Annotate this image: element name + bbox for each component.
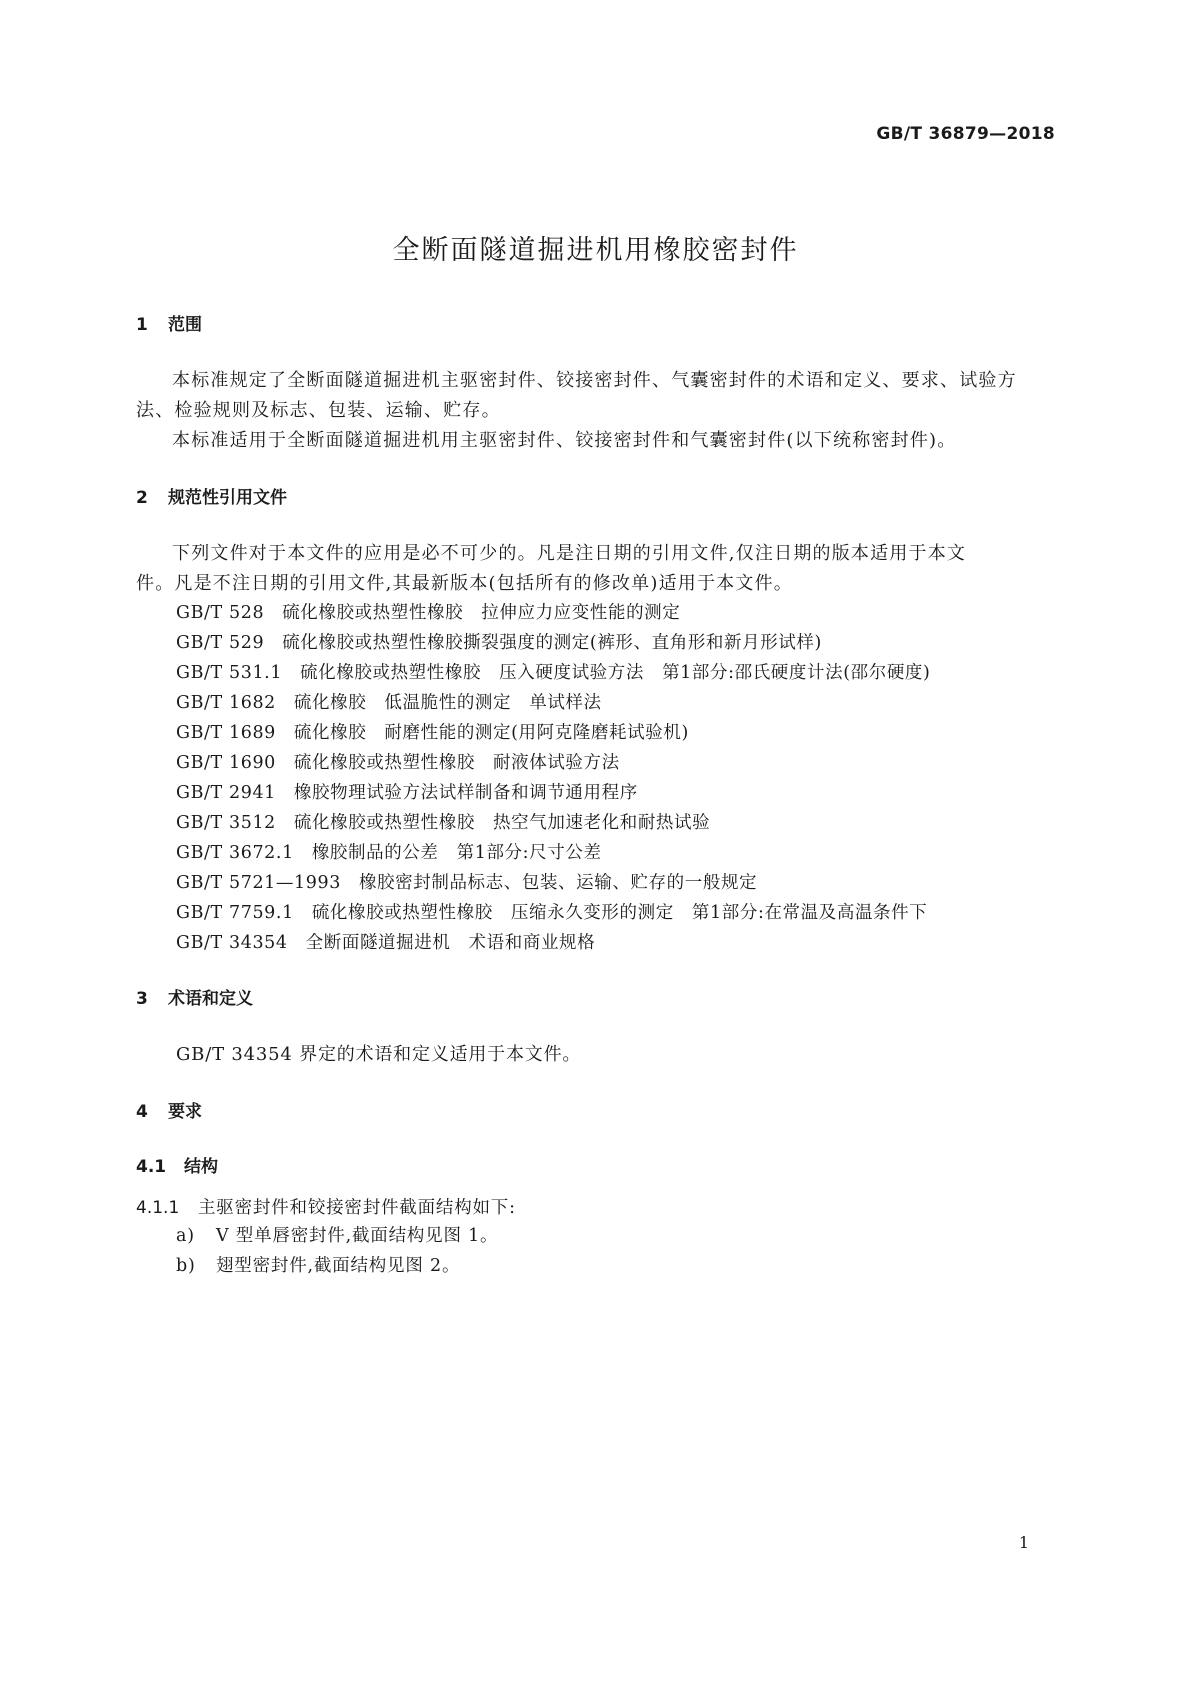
reference-code: GB/T 2941: [176, 783, 276, 803]
reference-item: [176, 899, 927, 924]
section-title: 术语和定义: [168, 989, 253, 1009]
list-item: [176, 1252, 460, 1277]
reference-title: 橡胶制品的公差 第1部分:尺寸公差: [311, 843, 602, 863]
section-1-heading: [136, 310, 202, 335]
paragraph-line: 本标准适用于全断面隧道掘进机用主驱密封件、铰接密封件和气囊密封件(以下统称密封件)。: [172, 430, 957, 451]
reference-title: 橡胶密封制品标志、包装、运输、贮存的一般规定: [358, 873, 758, 893]
reference-item: [176, 839, 602, 864]
section-title: 要求: [168, 1102, 202, 1122]
page-number: 1: [1018, 1533, 1029, 1552]
section-number: 1: [136, 315, 148, 335]
section-number: 4: [136, 1102, 148, 1122]
reference-title: 橡胶物理试验方法试样制备和调节通用程序: [293, 783, 638, 803]
reference-title: 硫化橡胶 耐磨性能的测定(用阿克隆磨耗试验机): [293, 723, 689, 743]
reference-code: GB/T 531.1: [176, 663, 283, 683]
reference-code: GB/T 34354: [176, 933, 288, 953]
reference-title: 硫化橡胶或热塑性橡胶 耐液体试验方法: [293, 753, 620, 773]
reference-item: [176, 719, 689, 744]
subsection-title: 结构: [184, 1157, 218, 1177]
list-item: [176, 1222, 498, 1247]
reference-code: GB/T 7759.1: [176, 903, 294, 923]
document-title: 全断面隧道掘进机用橡胶密封件: [392, 235, 799, 266]
reference-title: 硫化橡胶 低温脆性的测定 单试样法: [293, 693, 602, 713]
reference-code: GB/T 5721—1993: [176, 873, 341, 893]
reference-item: [176, 779, 638, 804]
reference-title: 硫化橡胶或热塑性橡胶撕裂强度的测定(裤形、直角形和新月形试样): [282, 633, 822, 653]
reference-title: 硫化橡胶或热塑性橡胶 压入硬度试验方法 第1部分:邵氏硬度计法(邵尔硬度): [300, 663, 931, 683]
reference-code: GB/T 3672.1: [176, 843, 294, 863]
list-item-text: 翅型密封件,截面结构见图 2。: [216, 1256, 461, 1276]
paragraph-line: 法、检验规则及标志、包装、运输、贮存。: [136, 400, 501, 421]
section-3-heading: [136, 984, 253, 1009]
reference-item: [176, 929, 595, 954]
list-item-label: a): [176, 1226, 195, 1246]
reference-code: GB/T 3512: [176, 813, 276, 833]
reference-code: GB/T 528: [176, 603, 265, 623]
clause-text: 主驱密封件和铰接密封件截面结构如下:: [198, 1198, 516, 1218]
reference-item: [176, 809, 710, 834]
paragraph-line: 本标准规定了全断面隧道掘进机主驱密封件、铰接密封件、气囊密封件的术语和定义、要求、试验方: [172, 370, 1017, 391]
reference-code: GB/T 529: [176, 633, 265, 653]
subsection-number: 4.1: [136, 1157, 167, 1177]
reference-item: [176, 629, 822, 654]
reference-item: [176, 659, 930, 684]
section-2-heading: [136, 483, 287, 508]
section-4-heading: [136, 1097, 202, 1122]
clause-4-1-1: [136, 1194, 516, 1219]
paragraph-line: 件。凡是不注日期的引用文件,其最新版本(包括所有的修改单)适用于本文件。: [136, 573, 793, 594]
reference-code: GB/T 1682: [176, 693, 276, 713]
subsection-4-1-heading: [136, 1152, 218, 1177]
paragraph-line: GB/T 34354 界定的术语和定义适用于本文件。: [176, 1044, 582, 1065]
section-number: 2: [136, 488, 148, 508]
reference-item: [176, 869, 757, 894]
reference-title: 硫化橡胶或热塑性橡胶 拉伸应力应变性能的测定: [282, 603, 681, 623]
list-item-label: b): [176, 1256, 196, 1276]
reference-code: GB/T 1690: [176, 753, 276, 773]
section-number: 3: [136, 989, 148, 1009]
reference-title: 硫化橡胶或热塑性橡胶 热空气加速老化和耐热试验: [293, 813, 711, 833]
clause-number: 4.1.1: [136, 1198, 180, 1218]
standard-number: GB/T 36879—2018: [876, 124, 1055, 144]
reference-item: [176, 599, 680, 624]
reference-title: 全断面隧道掘进机 术语和商业规格: [305, 933, 596, 953]
reference-title: 硫化橡胶或热塑性橡胶 压缩永久变形的测定 第1部分:在常温及高温条件下: [311, 903, 928, 923]
section-title: 规范性引用文件: [168, 488, 287, 508]
paragraph-line: 下列文件对于本文件的应用是必不可少的。凡是注日期的引用文件,仅注日期的版本适用于本文: [172, 543, 967, 564]
section-title: 范围: [168, 315, 202, 335]
reference-code: GB/T 1689: [176, 723, 276, 743]
list-item-text: V 型单唇密封件,截面结构见图 1。: [216, 1226, 499, 1246]
reference-item: [176, 749, 620, 774]
reference-item: [176, 689, 602, 714]
